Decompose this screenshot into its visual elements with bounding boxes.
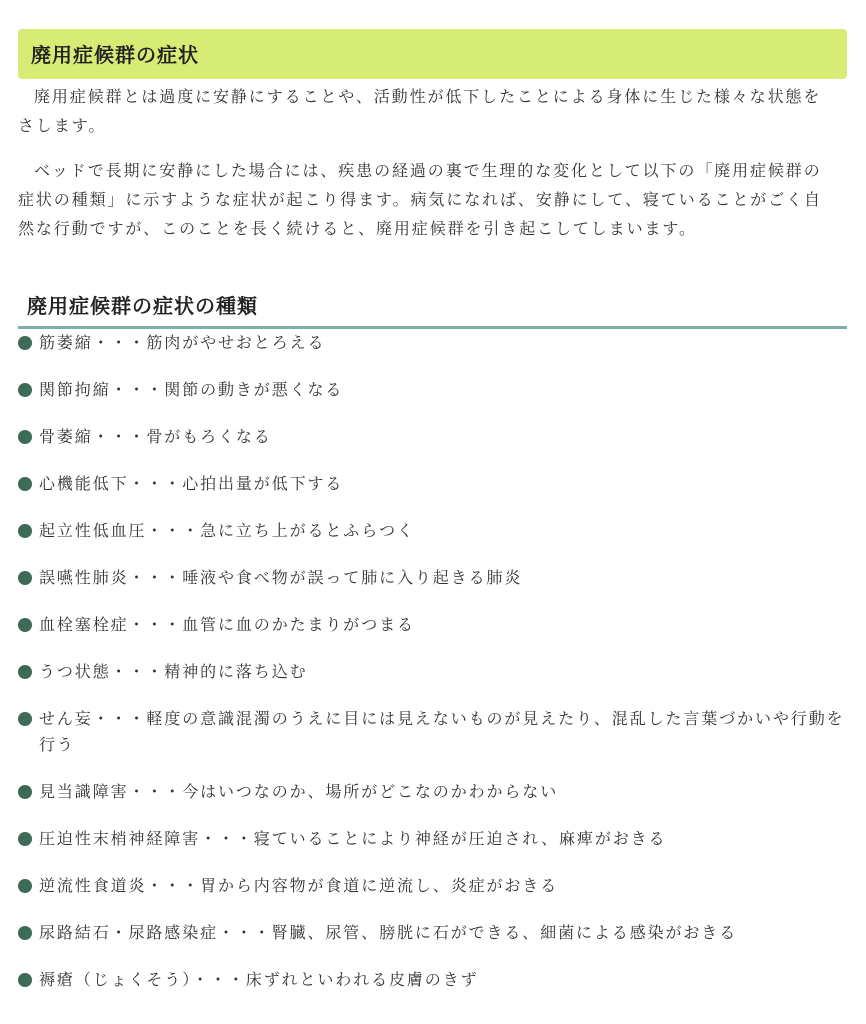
- list-item-text: 尿路結石・尿路感染症・・・腎臓、尿管、膀胱に石ができる、細菌による感染がおきる: [39, 923, 738, 942]
- bullet-icon: [18, 430, 32, 444]
- list-item-text: 関節拘縮・・・関節の動きが悪くなる: [39, 380, 344, 399]
- bullet-icon: [18, 832, 32, 846]
- symptom-list: [18, 330, 848, 1014]
- list-item-text: 褥瘡（じょくそう）・・・床ずれといわれる皮膚のきず: [39, 970, 479, 989]
- list-item-text: 筋萎縮・・・筋肉がやせおとろえる: [39, 333, 326, 352]
- bullet-icon: [18, 665, 32, 679]
- bullet-icon: [18, 973, 32, 987]
- list-item: [18, 873, 848, 899]
- bullet-icon: [18, 618, 32, 632]
- list-item: [18, 659, 848, 685]
- bullet-icon: [18, 524, 32, 538]
- list-item: [18, 612, 848, 638]
- list-item: [18, 424, 848, 450]
- list-item: [18, 706, 848, 758]
- list-item: [18, 377, 848, 403]
- list-item-text: 骨萎縮・・・骨がもろくなる: [39, 427, 272, 446]
- bullet-icon: [18, 712, 32, 726]
- bullet-icon: [18, 336, 32, 350]
- bullet-icon: [18, 383, 32, 397]
- list-item: [18, 779, 848, 805]
- list-item-text: 逆流性食道炎・・・胃から内容物が食道に逆流し、炎症がおきる: [39, 876, 559, 895]
- list-item: [18, 826, 848, 852]
- bullet-icon: [18, 879, 32, 893]
- list-item-text: せん妄・・・軽度の意識混濁のうえに目には見えないものが見えたり、混乱した言葉づかいや行動を行う: [39, 709, 845, 754]
- list-item: [18, 920, 848, 946]
- bullet-icon: [18, 477, 32, 491]
- bullet-icon: [18, 571, 32, 585]
- intro-paragraph-2: ベッドで長期に安静にした場合には、疾患の経過の裏で生理的な変化として以下の「廃用症候群の症状の種類」に示すような症状が起こり得ます。病気になれば、安静にして、寝ていることがごく自然な行動ですが、このことを長く続けると、廃用症候群を引き起こしてしまいます。: [18, 161, 822, 238]
- list-item: [18, 518, 848, 544]
- bullet-icon: [18, 785, 32, 799]
- list-item-text: 見当識障害・・・今はいつなのか、場所がどこなのかわからない: [39, 782, 559, 801]
- list-item-text: 心機能低下・・・心拍出量が低下する: [39, 474, 344, 493]
- list-item-text: 血栓塞栓症・・・血管に血のかたまりがつまる: [39, 615, 415, 634]
- types-heading: 廃用症候群の症状の種類: [18, 282, 847, 329]
- list-item-text: 起立性低血圧・・・急に立ち上がるとふらつく: [39, 521, 415, 540]
- bullet-icon: [18, 926, 32, 940]
- list-item-text: 圧迫性末梢神経障害・・・寝ていることにより神経が圧迫され、麻痺がおきる: [39, 829, 667, 848]
- intro-paragraph-1: 廃用症候群とは過度に安静にすることや、活動性が低下したことによる身体に生じた様々な状態をさします。: [18, 87, 822, 135]
- list-item: [18, 967, 848, 993]
- list-item: [18, 471, 848, 497]
- list-item: [18, 330, 848, 356]
- list-item-text: 誤嚥性肺炎・・・唾液や食べ物が誤って肺に入り起きる肺炎: [39, 568, 523, 587]
- section-title: 廃用症候群の症状: [18, 29, 847, 79]
- list-item: [18, 565, 848, 591]
- list-item-text: うつ状態・・・精神的に落ち込む: [39, 662, 308, 681]
